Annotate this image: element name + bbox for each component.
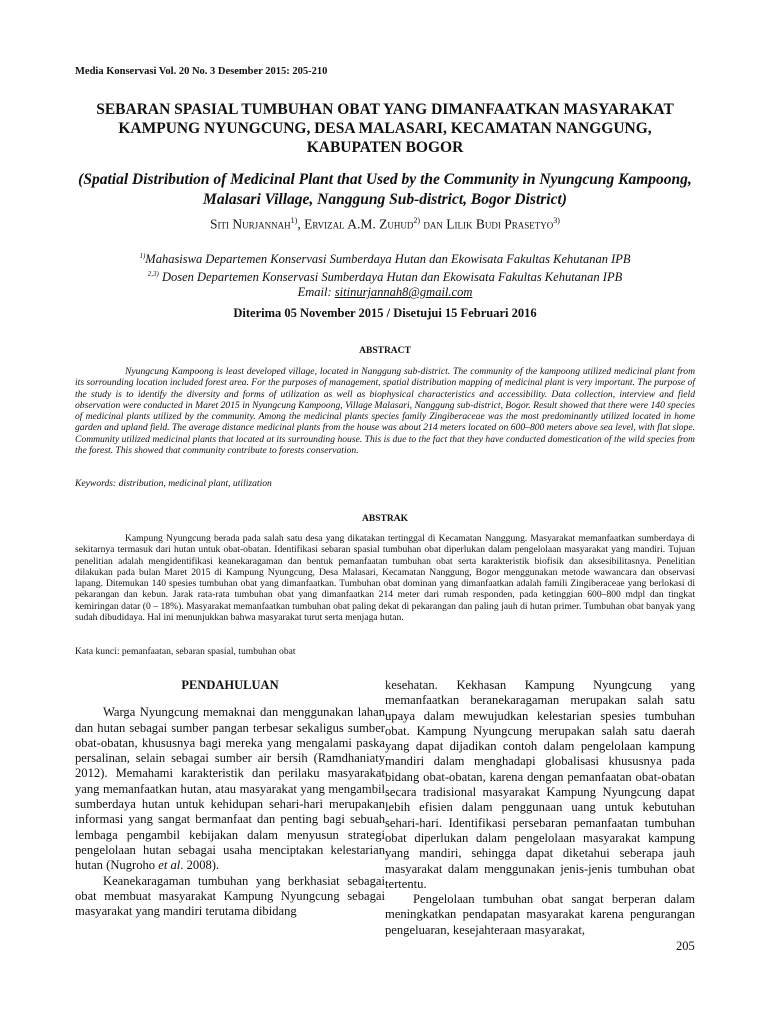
author-affil-mark: 1) — [290, 216, 298, 225]
abstrak-body: Kampung Nyungcung berada pada salah satu desa yang dikatakan tertinggal di Kecamatan Nanggung. Masyarakat memanfaatkan sumberdaya di sekitarnya termasuk dari hutan untuk obat-obatan. Identifikasi sebaran spasial tumbuhan obat diperlukan dalam pengelolaan masyarakat yang mandiri. Tujuan penelitian adalah mengidentifikasi keanekaragaman dan bentuk pemanfaatan tumbuhan obat serta karakteristik biofisik dan aksesibilitasnya. Penelitian dilakukan pada bulan Maret 2015 di Kampung Nyungcung, Desa Malasari, Kecamatan Nanggung, Bogor menggunakan metode wawancara dan observasi lapang. Ditemukan 140 spesies tumbuhan obat yang dimanfaatkan. Tumbuhan obat dominan yang dimanfaatkan adalah famili Zingiberaceae yang berlokasi di pekarangan dan kebun. Jarak rata-rata tumbuhan obat yang dimanfaatkan 214 meter dari rumah responden, pada ketinggian 600–800 mdpl dan tingkat kemiringan datar (0 – 18%). Masyarakat memanfaatkan tumbuhan obat paling dekat di pekarangan dan paling jauh di hutan primer. Tumbuhan obat banyak yang sudah dibudidaya. Hal ini menunjukkan bahwa masyarakat turut serta menjaga hutan. — [75, 533, 695, 624]
author-affil-mark: 3) — [553, 216, 560, 225]
journal-header: Media Konservasi Vol. 20 No. 3 Desember 2015: 205-210 — [75, 66, 328, 77]
affil-text: Dosen Departemen Konservasi Sumberdaya Hutan dan Ekowisata Fakultas Kehutanan IPB — [158, 270, 623, 285]
abstract-keywords: Keywords: distribution, medicinal plant, utilization — [75, 478, 272, 489]
author-list: Siti Nurjannah$^{1)}$, Ervizal A.M. Zuhud$^{2)}$ dan Lilik Budi Prasetyo$^{3)}$ — [210, 216, 560, 232]
author-name: Lilik Budi Prasetyo — [446, 216, 554, 232]
affiliation-line — [60, 267, 710, 285]
author-affil-mark: 2) — [413, 216, 421, 225]
affil-mark: 2,3) — [147, 270, 159, 279]
paragraph-text: Warga Nyungcung memaknai dan menggunakan lahan dan hutan sebagai sumber pangan terbesar sekaligus sumber obat-obatan, khususnya bagi mereka yang mengalami paska persalinan, selain sebagai sumber air bersih (Ramdhaniaty 2012). Memahami karakteristik dan perilaku masyarakat yang memanfaatkan hutan, atau masyarakat yang mengambil sumberdaya hutan untuk kehidupan sehari-hari merupakan informasi yang sangat bermanfaat dan penting bagi sebuah lembaga pengambil kebijakan dalam menyusun strategi pengelolaan hutan sebagai usaha menciptakan kelestarian hutan (Nugroho — [75, 705, 385, 873]
abstract-body: Nyungcung Kampoong is least developed village, located in Nanggung sub-district. The community of the kampoong utilized medicinal plant from its sorrounding location included forest area. For the purposes of management, spatial distribution mapping of medicinal plant is very important. The purpose of the study is to identify the diversity and forms of utilization as well as biophysical characteristics and accessibility. Data collection, interview and field observation were conducted in Maret 2015 in Nyungcung Kampoong, Village Malasari, Nanggung sub-district, Bogor. Result showed that there were 140 species of medicinal plants utilized by the community. Among the medicinal plants species family Zingiberaceae was the most predominantly utilized located in home garden and upland field. The average distance medicinal plants from the house was about 214 meters located on 600–800 meters above sea level, with flat slope. Community utilized medicinal plants that located at its surrounding house. This is due to the fact that they have conducted domestication of the wild species from the forest. This showed that community contribute to forests conservation. — [75, 366, 695, 457]
title-line: KABUPATEN BOGOR — [306, 139, 464, 156]
title-line: SEBARAN SPASIAL TUMBUHAN OBAT YANG DIMANFAATKAN MASYARAKAT — [96, 101, 674, 118]
english-title — [60, 170, 710, 210]
page-number: 205 — [676, 939, 695, 953]
author-conjunction: dan — [423, 216, 443, 232]
title-line: KAMPUNG NYUNGCUNG, DESA MALASARI, KECAMATAN NANGGUNG, — [118, 120, 652, 137]
body-paragraph: Pengelolaan tumbuhan obat sangat berperan dalam meningkatkan pendapatan masyarakat karena pengurangan pengeluaran, kesejahteraan masyarakat, — [385, 892, 695, 937]
received-accepted-dates: Diterima 05 November 2015 / Disetujui 15 Februari 2016 — [233, 306, 537, 320]
subtitle-line: (Spatial Distribution of Medicinal Plant that Used by the Community in Nyungcung Kampoong, — [78, 171, 692, 188]
body-paragraph — [75, 705, 385, 873]
right-column — [385, 678, 695, 938]
affiliations — [60, 249, 710, 300]
abstrak-heading: ABSTRAK — [362, 514, 408, 524]
section-heading-pendahuluan: PENDAHULUAN — [181, 678, 279, 692]
affil-mark: 1) — [139, 252, 146, 260]
body-paragraph: kesehatan. Kekhasan Kampung Nyungcung yang memanfaatkan beranekaragaman merupakan salah satu upaya dalam mewujudkan kelestarian spesies tumbuhan obat. Kampung Nyungcung merupakan salah satu daerah yang dapat dijadikan contoh dalam pengelolaan kampung mandiri dalam menghadapi globalisasi khususnya pada bidang obat-obatan, karena dengan pemanfaatan obat-obatan secara tradisional masyarakat Kampung Nyungcung dapat lebih efisien dalam penggunaan uang untuk kebutuhan sehari-hari. Identifikasi persebaran pemanfaatan tumbuhan obat diperlukan dalam pengelolaan masyarakat kampung yang mandiri, sehingga dapat diketahui seberapa jauh masyarakat dalam menggunakan jenis-jenis tumbuhan obat tertentu. — [385, 678, 695, 891]
author-name: Siti Nurjannah — [210, 216, 291, 232]
email-link[interactable]: sitinurjannah8@gmail.com — [334, 285, 473, 300]
abstrak-keywords: Kata kunci: pemanfaatan, sebaran spasial, tumbuhan obat — [75, 646, 296, 657]
email-label: Email: — [297, 285, 335, 300]
paper-title — [60, 100, 710, 157]
abstract-heading: ABSTRACT — [359, 346, 411, 356]
subtitle-line: Malasari Village, Nanggung Sub-district, Bogor District) — [203, 191, 567, 208]
body-paragraph: Keanekaragaman tumbuhan yang berkhasiat sebagai obat membuat masyarakat Kampung Nyungcung sebagai masyarakat yang mandiri terutama dibidang — [75, 873, 385, 919]
paragraph-italic: et al — [158, 858, 181, 873]
email-line — [60, 285, 710, 300]
paragraph-text: . 2008). — [180, 858, 220, 873]
author-name: Ervizal A.M. Zuhud — [304, 216, 414, 232]
affiliation-line — [60, 249, 710, 267]
affil-text: Mahasiswa Departemen Konservasi Sumberdaya Hutan dan Ekowisata Fakultas Kehutanan IPB — [145, 252, 631, 267]
left-column — [75, 678, 385, 919]
